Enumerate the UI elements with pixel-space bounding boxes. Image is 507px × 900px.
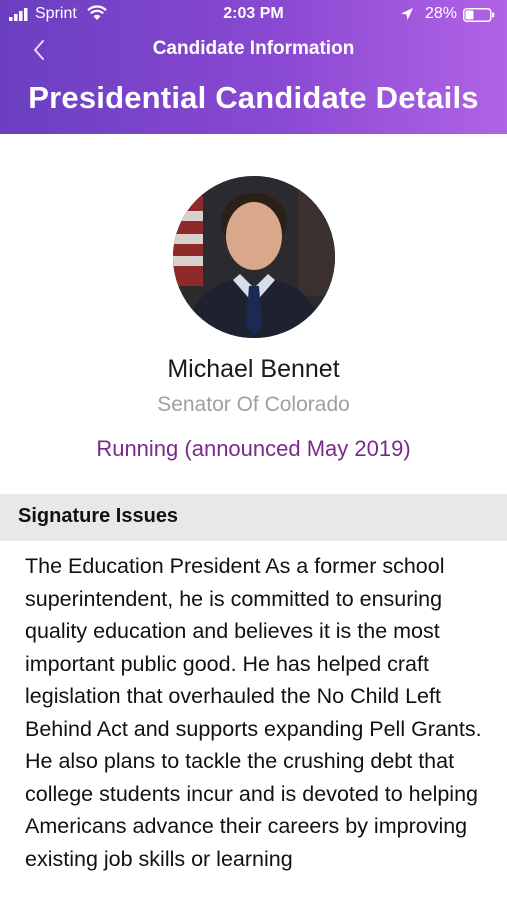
battery-icon [463, 8, 495, 22]
candidate-role: Senator Of Colorado [157, 393, 350, 416]
candidate-status: Running (announced May 2019) [96, 436, 411, 461]
status-bar [0, 0, 507, 30]
battery-percent: 28% [425, 5, 458, 22]
candidate-avatar [173, 176, 335, 338]
candidate-name: Michael Bennet [167, 355, 340, 383]
location-arrow-icon [400, 7, 414, 21]
page-title: Presidential Candidate Details [28, 80, 479, 115]
candidate-photo [173, 176, 335, 338]
section-title: Signature Issues [18, 505, 179, 527]
nav-title: Candidate Information [152, 38, 355, 59]
status-time: 2:03 PM [223, 5, 284, 22]
carrier-label: Sprint [35, 5, 77, 22]
header [0, 0, 507, 134]
signature-issues-text: The Education President As a former school superintendent, he is committed to ensuring quality education and believes it is the most important public good. He has helped craft legislation that overhauled the No Child Left Behind Act and supports expanding Pell Grants. He also plans to tackle the crushing debt that college students incur and is devoted to helping Americans advance their careers by improving existing job skills or learning [25, 554, 482, 871]
signature-issues-header [0, 494, 507, 541]
